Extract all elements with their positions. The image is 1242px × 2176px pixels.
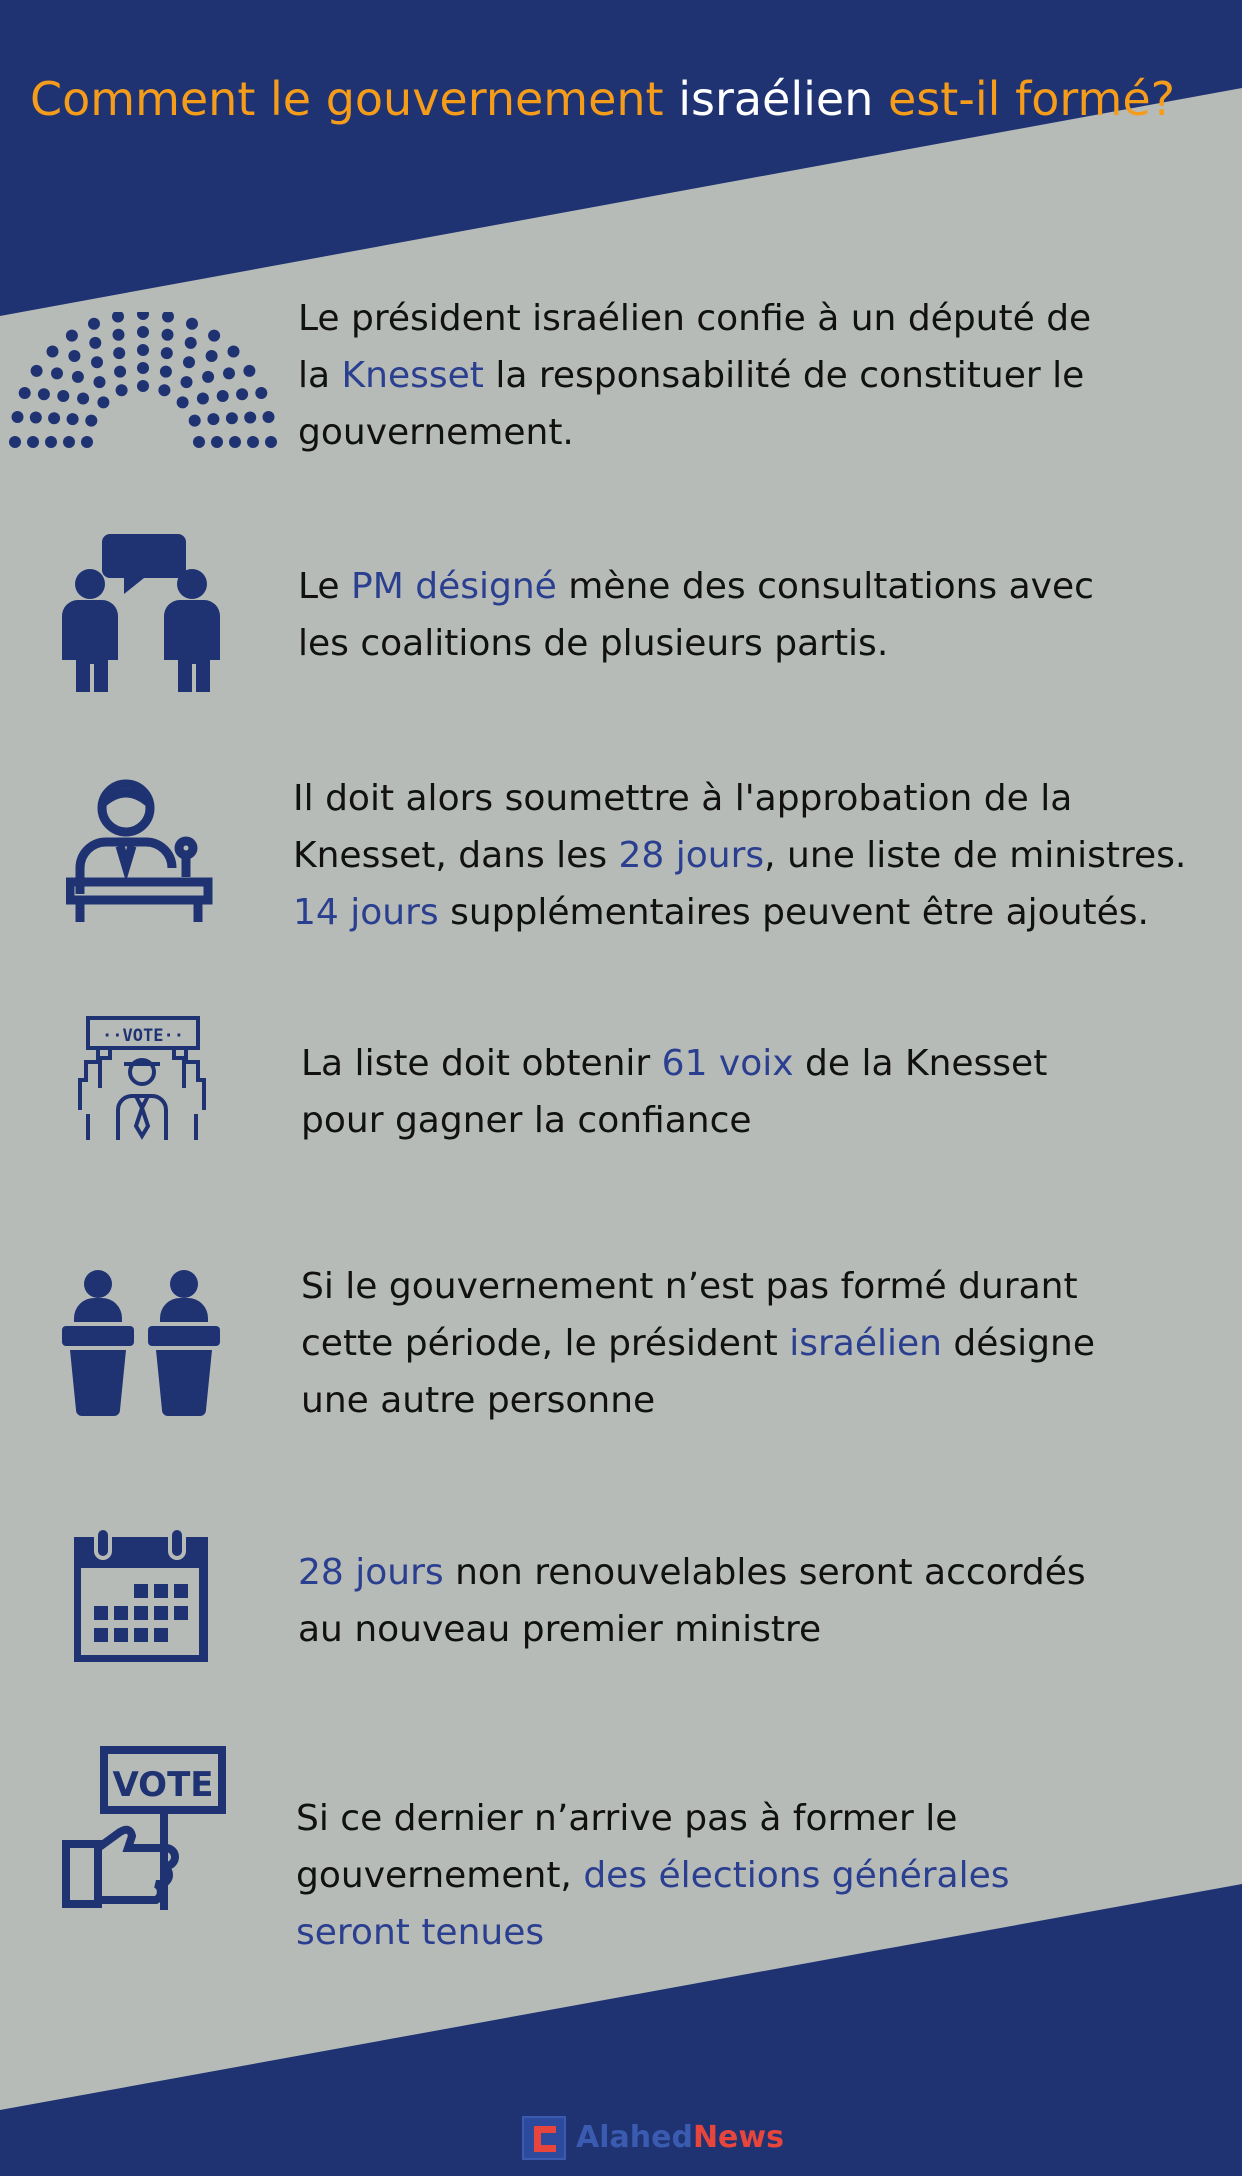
page-title xyxy=(30,69,1220,129)
title-part-2: israélien xyxy=(678,71,874,126)
seat-dot xyxy=(158,384,170,396)
seat-dot xyxy=(67,413,79,425)
logo-mark-icon xyxy=(522,2116,566,2160)
highlighted-text: 28 jours xyxy=(618,835,765,876)
seat-dot xyxy=(137,312,149,320)
step-4-text xyxy=(301,1035,1047,1149)
text-segment: Si le gouvernement n’est pas formé durant xyxy=(301,1266,1078,1307)
calendar-day xyxy=(134,1628,148,1642)
seat-dot xyxy=(137,344,149,356)
title-part-3: est-il formé? xyxy=(873,71,1176,126)
seat-dot xyxy=(177,396,189,408)
text-line xyxy=(301,1315,1095,1372)
seat-dot xyxy=(208,330,220,342)
seat-dot xyxy=(68,350,80,362)
text-line xyxy=(301,1372,1095,1429)
seat-dot xyxy=(217,390,229,402)
seat-dot xyxy=(19,387,31,399)
logo-part-2: News xyxy=(692,2120,784,2155)
step-5-text xyxy=(301,1258,1095,1429)
text-line xyxy=(298,290,1091,347)
text-segment: la responsabilité de constituer le xyxy=(483,355,1085,396)
text-line xyxy=(301,1035,1047,1092)
seat-dot xyxy=(185,337,197,349)
text-segment: Il doit alors soumettre à l'approbation de la xyxy=(293,778,1073,819)
seat-dot xyxy=(244,412,256,424)
seat-dot xyxy=(38,388,50,400)
calendar-day xyxy=(114,1606,128,1620)
seat-dot xyxy=(137,380,149,392)
speaker-at-desk-icon xyxy=(66,776,220,926)
highlighted-text: 14 jours xyxy=(293,892,439,933)
seat-dot xyxy=(137,362,149,374)
text-line xyxy=(298,1601,1086,1658)
text-line xyxy=(293,884,1186,941)
seat-dot xyxy=(183,356,195,368)
text-segment: Knesset, dans les xyxy=(293,835,619,876)
vote-sign-hand-icon xyxy=(62,1744,228,1914)
seat-dot xyxy=(161,347,173,359)
seat-dot xyxy=(113,329,125,341)
text-segment: au nouveau premier ministre xyxy=(298,1609,822,1650)
calendar-day xyxy=(134,1606,148,1620)
seat-dot xyxy=(91,356,103,368)
highlighted-text: PM désigné xyxy=(351,566,557,607)
text-segment: de la Knesset xyxy=(793,1043,1048,1084)
highlighted-text: 28 jours xyxy=(298,1552,444,1593)
alahednews-logo xyxy=(522,2114,784,2162)
seat-dot xyxy=(211,436,223,448)
logo-wordmark xyxy=(576,2118,784,2158)
logo-part-1: Alahed xyxy=(576,2120,693,2155)
seat-dot xyxy=(31,365,43,377)
seat-dot xyxy=(265,436,277,448)
text-line xyxy=(301,1092,1047,1149)
seat-dot xyxy=(255,387,267,399)
text-segment: supplémentaires peuvent être ajoutés. xyxy=(438,892,1149,933)
calendar-day xyxy=(114,1628,128,1642)
seat-dot xyxy=(186,318,198,330)
calendar-day xyxy=(174,1584,188,1598)
text-line xyxy=(296,1904,1010,1961)
seat-dot xyxy=(63,436,75,448)
text-segment: Le président israélien confie à un député de xyxy=(298,298,1092,339)
seat-dot xyxy=(112,312,124,323)
step-1-text xyxy=(298,290,1091,461)
text-line xyxy=(298,615,1094,672)
seat-dot xyxy=(229,436,241,448)
seat-dot xyxy=(162,312,174,323)
calendar-day xyxy=(94,1606,108,1620)
text-line xyxy=(298,404,1091,461)
seat-dot xyxy=(228,346,240,358)
text-line xyxy=(296,1790,1010,1847)
calendar-icon xyxy=(74,1528,208,1662)
seat-dot xyxy=(189,415,201,427)
text-segment: non renouvelables seront accordés xyxy=(443,1552,1086,1593)
seat-dot xyxy=(193,436,205,448)
seat-dot xyxy=(72,371,84,383)
seat-dot xyxy=(45,436,57,448)
seat-dot xyxy=(162,329,174,341)
seat-dot xyxy=(113,347,125,359)
text-segment: Si ce dernier n’arrive pas à former le xyxy=(296,1798,958,1839)
text-segment: Le xyxy=(298,566,352,607)
calendar-day xyxy=(154,1606,168,1620)
highlighted-text: seront tenues xyxy=(296,1912,545,1953)
text-segment: gouvernement, xyxy=(296,1855,584,1896)
highlighted-text: Knesset xyxy=(341,355,484,396)
seat-dot xyxy=(51,367,63,379)
seat-dot xyxy=(57,390,69,402)
step-2-text xyxy=(298,558,1094,672)
step-6-text xyxy=(298,1544,1086,1658)
calendar-day xyxy=(94,1628,108,1642)
seat-dot xyxy=(263,411,275,423)
text-segment: La liste doit obtenir xyxy=(301,1043,662,1084)
seat-dot xyxy=(243,365,255,377)
calendar-day xyxy=(174,1606,188,1620)
seat-dot xyxy=(137,326,149,338)
text-line xyxy=(298,558,1094,615)
seat-dot xyxy=(81,436,93,448)
seat-dot xyxy=(89,337,101,349)
highlighted-text: des élections générales xyxy=(583,1855,1010,1896)
title-part-1: Comment le gouvernement xyxy=(30,71,679,126)
seat-dot xyxy=(247,436,259,448)
parliament-hemicycle-icon xyxy=(8,312,278,452)
seat-dot xyxy=(197,393,209,405)
text-segment: cette période, le président xyxy=(301,1323,790,1364)
calendar-day xyxy=(134,1584,148,1598)
text-line xyxy=(298,347,1091,404)
seat-dot xyxy=(114,366,126,378)
text-line xyxy=(298,1544,1086,1601)
highlighted-text: 61 voix xyxy=(661,1043,794,1084)
calendar-day xyxy=(154,1628,168,1642)
seat-dot xyxy=(236,388,248,400)
vote-banner-text: ··VOTE·· xyxy=(102,1026,184,1046)
seat-dot xyxy=(85,415,97,427)
text-line xyxy=(293,770,1186,827)
text-line xyxy=(301,1258,1095,1315)
text-segment: une autre personne xyxy=(301,1380,656,1421)
seat-dot xyxy=(207,413,219,425)
step-3-text xyxy=(293,770,1186,941)
two-podiums-icon xyxy=(62,1268,222,1416)
consultation-people-icon xyxy=(60,530,230,695)
seat-dot xyxy=(206,350,218,362)
seat-dot xyxy=(77,393,89,405)
text-line xyxy=(293,827,1186,884)
vote-sign-text: VOTE xyxy=(112,1765,214,1805)
text-segment: pour gagner la confiance xyxy=(301,1100,752,1141)
text-segment: les coalitions de plusieurs partis. xyxy=(298,623,889,664)
seat-dot xyxy=(27,436,39,448)
text-segment: la xyxy=(298,355,342,396)
seat-dot xyxy=(181,376,193,388)
seat-dot xyxy=(88,318,100,330)
seat-dot xyxy=(202,371,214,383)
vote-banner-icon xyxy=(74,1014,210,1144)
text-segment: , une liste de ministres. xyxy=(764,835,1187,876)
text-segment: désigne xyxy=(941,1323,1095,1364)
seat-dot xyxy=(30,412,42,424)
step-7-text xyxy=(296,1790,1010,1961)
seat-dot xyxy=(94,376,106,388)
highlighted-text: israélien xyxy=(789,1323,942,1364)
seat-dot xyxy=(97,396,109,408)
calendar-day xyxy=(154,1584,168,1598)
seat-dot xyxy=(223,367,235,379)
seat-dot xyxy=(116,384,128,396)
seat-dot xyxy=(160,366,172,378)
text-line xyxy=(296,1847,1010,1904)
text-segment: gouvernement. xyxy=(298,412,574,453)
seat-dot xyxy=(226,412,238,424)
seat-dot xyxy=(12,411,24,423)
text-segment: mène des consultations avec xyxy=(556,566,1094,607)
seat-dot xyxy=(48,412,60,424)
seat-dot xyxy=(66,330,78,342)
seat-dot xyxy=(47,346,59,358)
seat-dot xyxy=(9,436,21,448)
